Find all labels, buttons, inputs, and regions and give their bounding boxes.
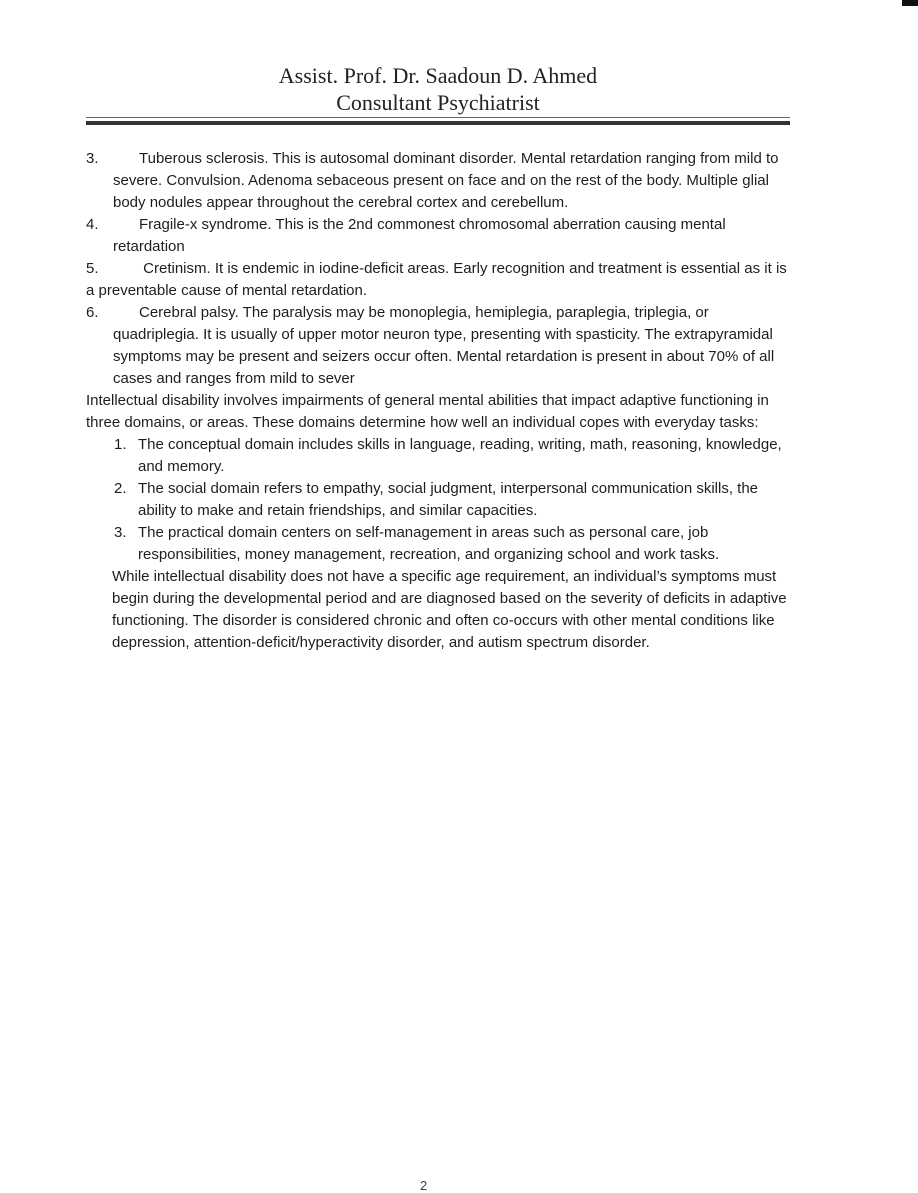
domain-number: 3.: [114, 524, 127, 541]
domain-number: 1.: [114, 436, 127, 453]
item-text: Tuberous sclerosis. This is autosomal dominant disorder. Mental retardation ranging from mild to severe. Convulsion. Adenoma sebaceous present on face and on the rest of the body. Multiple glial body nodules appear throughout the cerebral cortex and cerebellum.: [113, 150, 779, 211]
page-header: [0, 62, 876, 116]
closing-paragraph: While intellectual disability does not have a specific age requirement, an individual’s symptoms must begin during the developmental period and are diagnosed based on the severity of deficits in adaptive functioning. The disorder is considered chronic and often co-occurs with other mental conditions like depression, attention-deficit/hyperactivity disorder, and autism spectrum disorder.: [112, 568, 787, 651]
domain-text: The conceptual domain includes skills in language, reading, writing, math, reasoning, knowledge, and memory.: [138, 436, 782, 475]
author-name: Assist. Prof. Dr. Saadoun D. Ahmed: [278, 63, 598, 88]
page-number: 2: [420, 1178, 428, 1193]
document-body: [86, 148, 790, 654]
intro-paragraph: Intellectual disability involves impairments of general mental abilities that impact adaptive functioning in three domains, or areas. These domains determine how well an individual copes with everyday tasks:: [86, 392, 769, 431]
item-text: Cerebral palsy. The paralysis may be monoplegia, hemiplegia, paraplegia, triplegia, or quadriplegia. It is usually of upper motor neuron type, presenting with spasticity. The extrapyramidal symptoms may be present and seizers occur often. Mental retardation is present in about 70% of all cases and ranges from mild to sever: [113, 304, 775, 387]
item-number: 3.: [86, 150, 99, 167]
numbered-item-3: [86, 148, 790, 214]
item-number: 6.: [86, 304, 99, 321]
domain-item-practical: [114, 522, 790, 566]
domain-text: The practical domain centers on self-management in areas such as personal care, job responsibilities, money management, recreation, and organizing school and work tasks.: [138, 524, 720, 563]
domain-list: [86, 434, 790, 566]
item-number: 4.: [86, 216, 99, 233]
item-text: Fragile-x syndrome. This is the 2nd commonest chromosomal aberration causing mental retardation: [113, 216, 726, 255]
header-rule-thin: [86, 117, 790, 118]
domain-number: 2.: [114, 480, 127, 497]
domain-item-conceptual: [114, 434, 790, 478]
scan-corner-mark: [902, 0, 918, 6]
numbered-item-4: [86, 214, 790, 258]
domain-text: The social domain refers to empathy, social judgment, interpersonal communication skills, the ability to make and retain friendships, and similar capacities.: [138, 480, 759, 519]
numbered-item-6: [86, 302, 790, 390]
numbered-item-5: [86, 258, 790, 302]
domain-item-social: [114, 478, 790, 522]
item-text: Cretinism. It is endemic in iodine-deficit areas. Early recognition and treatment is essential as it is a preventable cause of mental retardation.: [86, 260, 787, 299]
header-rule: [86, 121, 790, 125]
author-role: Consultant Psychiatrist: [336, 90, 540, 115]
item-number: 5.: [86, 260, 99, 277]
